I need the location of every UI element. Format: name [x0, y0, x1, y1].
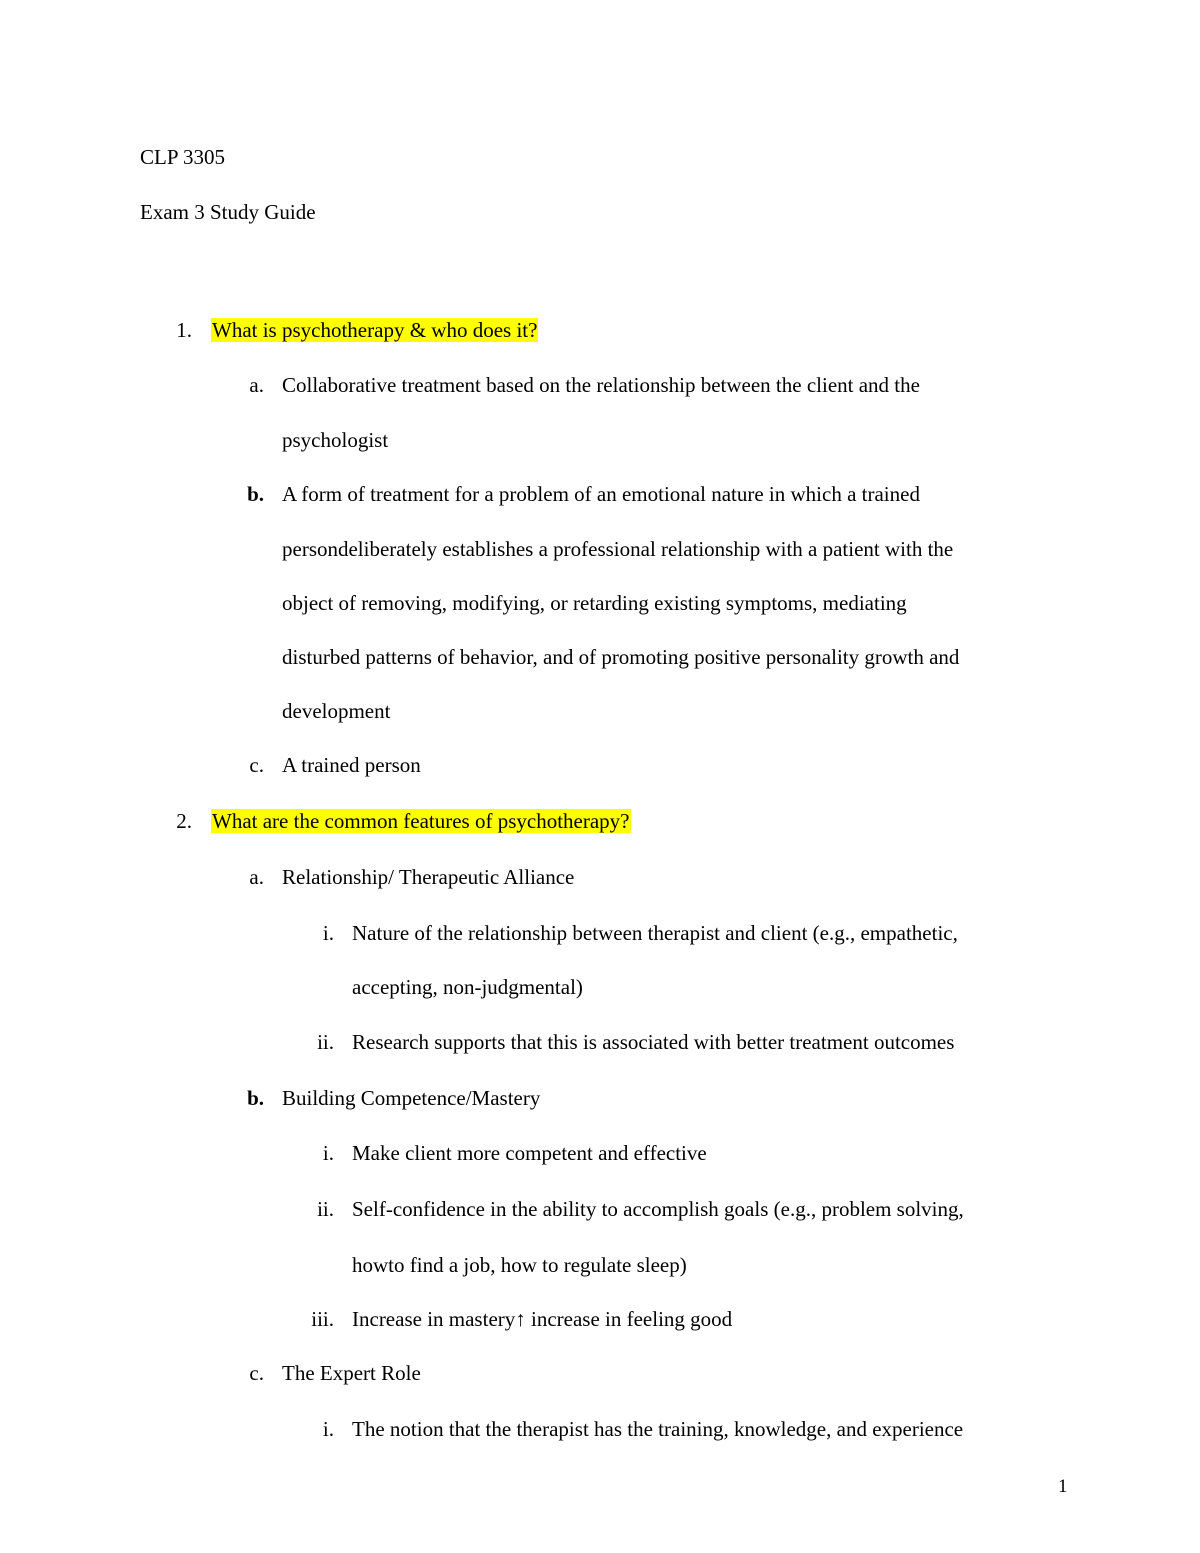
item-text-line: Collaborative treatment based on the relationship between the client and the — [282, 373, 920, 397]
item-text-line: object of removing, modifying, or retarding existing symptoms, mediating — [282, 591, 907, 615]
item-marker: c. — [249, 1361, 264, 1385]
subitem-text-line: howto find a job, how to regulate sleep) — [352, 1253, 687, 1277]
subitem-text-line: accepting, non-judgmental) — [352, 975, 583, 999]
subitem-marker: i. — [322, 1417, 334, 1441]
question-number: 1. — [176, 318, 192, 342]
subitem-text-line: Self-confidence in the ability to accomplish goals (e.g., problem solving, — [352, 1197, 964, 1221]
item-text-line: A trained person — [282, 753, 421, 777]
subitem-marker: ii. — [317, 1030, 334, 1054]
course-code: CLP 3305 — [140, 145, 225, 169]
question-number: 2. — [176, 809, 192, 833]
item-marker: b. — [247, 482, 264, 506]
subitem-text-line: Make client more competent and effective — [352, 1141, 707, 1165]
item-marker: b. — [247, 1086, 264, 1110]
subitem-marker: i. — [322, 1141, 334, 1165]
item-marker: a. — [249, 865, 264, 889]
item-text-line: persondeliberately establishes a professional relationship with a patient with the — [282, 537, 954, 561]
question-highlight: What is psychotherapy & who does it? — [212, 318, 538, 342]
page-number: 1 — [1058, 1476, 1068, 1497]
item-text-line: Relationship/ Therapeutic Alliance — [282, 865, 575, 889]
item-text-line: psychologist — [282, 428, 389, 452]
item-text-line: development — [282, 699, 391, 723]
question-highlight: What are the common features of psychotherapy? — [212, 809, 630, 833]
item-text-line: The Expert Role — [282, 1361, 421, 1385]
subitem-marker: iii. — [311, 1307, 334, 1331]
subitem-marker: ii. — [317, 1197, 334, 1221]
item-text-line: Building Competence/Mastery — [282, 1086, 541, 1110]
item-marker: a. — [249, 373, 264, 397]
subitem-text-line: Nature of the relationship between therapist and client (e.g., empathetic, — [352, 921, 958, 945]
question-text — [211, 808, 631, 834]
item-text-line: disturbed patterns of behavior, and of promoting positive personality growth and — [282, 645, 960, 669]
subitem-text-line: Increase in mastery↑ increase in feeling good — [352, 1307, 733, 1331]
subitem-text-line: Research supports that this is associated with better treatment outcomes — [352, 1030, 955, 1054]
document-title: Exam 3 Study Guide — [140, 200, 316, 224]
subitem-marker: i. — [322, 921, 334, 945]
question-text — [211, 317, 538, 343]
item-marker: c. — [249, 753, 264, 777]
subitem-text-line: The notion that the therapist has the training, knowledge, and experience — [352, 1417, 964, 1441]
item-text-line: A form of treatment for a problem of an emotional nature in which a trained — [282, 482, 920, 506]
